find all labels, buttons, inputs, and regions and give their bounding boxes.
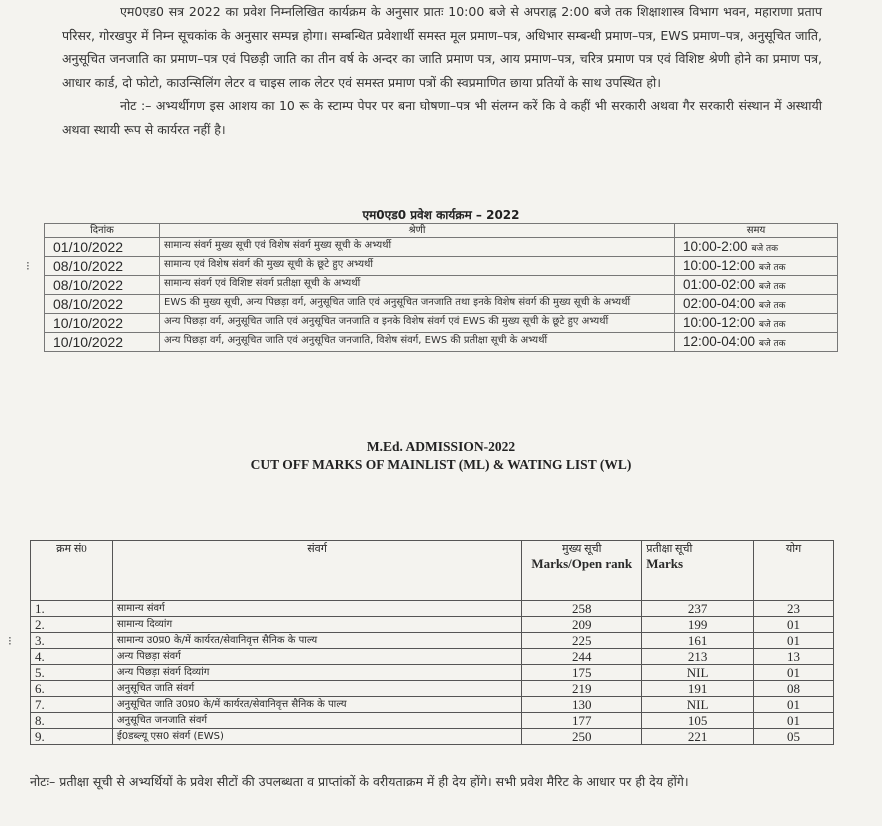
header-total-label: योग [785,543,802,555]
schedule-header-time: समय [675,224,838,238]
schedule-date: 01/10/2022 [45,238,160,257]
cutoff-waitlist: NIL [642,665,754,681]
cutoff-row [31,601,834,617]
cutoff-waitlist: NIL [642,697,754,713]
header-sno-label: क्रम सं0 [56,543,87,555]
cutoff-waitlist: 199 [642,617,754,633]
cutoff-waitlist: 161 [642,633,754,649]
cutoff-category: अन्य पिछड़ा संवर्ग [112,649,521,665]
cutoff-total: 01 [754,617,834,633]
schedule-date: 10/10/2022 [45,314,160,333]
schedule-row [45,295,838,314]
cutoff-row [31,649,834,665]
time-suffix: बजे तक [758,263,786,273]
schedule-time [675,314,838,333]
cutoff-mainlist: 250 [522,729,642,745]
header-mainlist-en: Marks/Open rank [531,556,633,571]
cutoff-subtitle: CUT OFF MARKS OF MAINLIST (ML) & WATING LIST (WL) [250,457,632,472]
schedule-time [675,257,838,276]
footer-note: नोटः– प्रतीक्षा सूची से अभ्यर्थियों के प्रवेश सीटों की उपलब्धता व प्राप्तांकों के वरीयताक्रम में ही देय होंगे। सभी प्रवेश मैरिट के आधार पर ही देय होंगे। [30,774,689,789]
cutoff-sno: 5. [31,665,113,681]
time-range: 10:00-2:00 [683,239,748,254]
cutoff-sno: 8. [31,713,113,729]
time-suffix: बजे तक [758,320,786,330]
time-range: 01:00-02:00 [683,277,756,292]
schedule-category: सामान्य संवर्ग मुख्य सूची एवं विशेष संवर्ग मुख्य सूची के अभ्यर्थी [160,238,675,257]
schedule-date: 10/10/2022 [45,333,160,352]
cutoff-sno: 3. [31,633,113,649]
header-waitlist-hi: प्रतीक्षा सूची [646,543,693,555]
cutoff-sno: 1. [31,601,113,617]
cutoff-row [31,633,834,649]
cutoff-title-block [0,438,882,474]
cutoff-total: 08 [754,681,834,697]
cutoff-category: अनुसूचित जनजाति संवर्ग [112,713,521,729]
cutoff-mainlist: 209 [522,617,642,633]
cutoff-total: 13 [754,649,834,665]
cutoff-title: M.Ed. ADMISSION-2022 [366,439,516,454]
cutoff-header-mainlist [522,541,642,601]
schedule-time [675,276,838,295]
cutoff-total: 01 [754,633,834,649]
schedule-table [44,223,838,352]
schedule-date: 08/10/2022 [45,276,160,295]
schedule-time [675,333,838,352]
schedule-time [675,295,838,314]
cutoff-row [31,729,834,745]
schedule-time [675,238,838,257]
footer-note-block [30,770,810,793]
header-mainlist-hi: मुख्य सूची [562,543,602,555]
cutoff-sno: 9. [31,729,113,745]
cutoff-header-total [754,541,834,601]
cutoff-category: सामान्य दिव्यांग [112,617,521,633]
schedule-row [45,276,838,295]
schedule-category: सामान्य एवं विशेष संवर्ग की मुख्य सूची के छूटे हुए अभ्यर्थी [160,257,675,276]
cutoff-total: 01 [754,713,834,729]
cutoff-waitlist: 237 [642,601,754,617]
cutoff-mainlist: 219 [522,681,642,697]
cutoff-sno: 7. [31,697,113,713]
margin-mark: ⁝ [26,259,30,273]
cutoff-category: सामान्य उ0प्र0 के/में कार्यरत/सेवानिवृत्त सैनिक के पाल्य [112,633,521,649]
schedule-category: सामान्य संवर्ग एवं विशिष्ट संवर्ग प्रतीक्षा सूची के अभ्यर्थी [160,276,675,295]
cutoff-row [31,713,834,729]
intro-paragraph: एम0एड0 सत्र 2022 का प्रवेश निम्नलिखित कार्यक्रम के अनुसार प्रातः 10:00 बजे से अपराह्न 2:00 बजे तक शिक्षाशास्त्र विभाग भवन, महाराणा प्रताप परिसर, गोरखपुर में निम्न सूचकांक के अनुसार सम्पन्न होगा। सम्बन्धित प्रवेशार्थी समस्त मूल प्रमाण–पत्र, अधिभार सम्बन्धी प्रमाण–पत्र, EWS प्रमाण–पत्र, अनुसूचित जाति, अनुसूचित जनजाति का प्रमाण–पत्र एवं पिछड़ी जाति का तीन वर्ष के अन्दर का जाति प्रमाण पत्र, आय प्रमाण–पत्र, चरित्र प्रमाण पत्र एवं विशिष्ट श्रेणी होने का प्रमाण पत्र, आधार कार्ड, दो फोटो, काउन्सिलिंग लेटर व चाइस लाक लेटर एवं समस्त प्रमाण पत्रों की स्वप्रमाणित छाया प्रतियों के साथ उपस्थित हो। [62,4,822,90]
header-category-label: संवर्ग [307,543,327,555]
intro-section [62,0,822,141]
cutoff-row [31,617,834,633]
schedule-header-date: दिनांक [45,224,160,238]
time-suffix: बजे तक [758,301,786,311]
cutoff-waitlist: 221 [642,729,754,745]
cutoff-sno: 6. [31,681,113,697]
cutoff-total: 01 [754,697,834,713]
cutoff-category: अनुसूचित जाति उ0प्र0 के/में कार्यरत/सेवानिवृत्त सैनिक के पाल्य [112,697,521,713]
cutoff-header-waitlist [642,541,754,601]
cutoff-row [31,665,834,681]
cutoff-total: 05 [754,729,834,745]
intro-note: नोट :– अभ्यर्थीगण इस आशय का 10 रू के स्टाम्प पेपर पर बना घोषणा–पत्र भी संलग्न करें कि वे कहीं भी सरकारी अथवा गैर सरकारी संस्थान में अस्थायी अथवा स्थायी रूप से कार्यरत नहीं है। [62,98,822,137]
schedule-category: अन्य पिछड़ा वर्ग, अनुसूचित जाति एवं अनुसूचित जनजाति, विशेष संवर्ग, EWS की प्रतीक्षा सूची के अभ्यर्थी [160,333,675,352]
schedule-header-row [45,224,838,238]
cutoff-mainlist: 130 [522,697,642,713]
time-suffix: बजे तक [751,244,779,254]
cutoff-mainlist: 225 [522,633,642,649]
cutoff-waitlist: 191 [642,681,754,697]
cutoff-category: सामान्य संवर्ग [112,601,521,617]
cutoff-header-row [31,541,834,601]
schedule-row [45,333,838,352]
time-range: 12:00-04:00 [683,334,756,349]
schedule-row [45,314,838,333]
schedule-row [45,238,838,257]
cutoff-header-sno [31,541,113,601]
schedule-date: 08/10/2022 [45,257,160,276]
cutoff-category: अनुसूचित जाति संवर्ग [112,681,521,697]
cutoff-sno: 4. [31,649,113,665]
cutoff-waitlist: 213 [642,649,754,665]
schedule-date: 08/10/2022 [45,295,160,314]
time-suffix: बजे तक [758,282,786,292]
schedule-category: EWS की मुख्य सूची, अन्य पिछड़ा वर्ग, अनुसूचित जाति एवं अनुसूचित जनजाति तथा इनके विशेष संवर्ग की मुख्य सूची के अभ्यर्थी [160,295,675,314]
cutoff-category: अन्य पिछड़ा संवर्ग दिव्यांग [112,665,521,681]
schedule-header-category: श्रेणी [160,224,675,238]
time-range: 02:00-04:00 [683,296,756,311]
cutoff-sno: 2. [31,617,113,633]
schedule-category: अन्य पिछड़ा वर्ग, अनुसूचित जाति एवं अनुसूचित जनजाति व इनके विशेष संवर्ग एवं EWS की मुख्य सूची के छूटे हुए अभ्यर्थी [160,314,675,333]
cutoff-total: 01 [754,665,834,681]
cutoff-mainlist: 258 [522,601,642,617]
header-waitlist-en: Marks [646,556,684,571]
time-suffix: बजे तक [758,339,786,349]
cutoff-header-category [112,541,521,601]
margin-mark: ⁝ [8,634,12,648]
cutoff-total: 23 [754,601,834,617]
cutoff-table [30,540,834,745]
cutoff-mainlist: 177 [522,713,642,729]
time-range: 10:00-12:00 [683,315,756,330]
cutoff-mainlist: 244 [522,649,642,665]
cutoff-row [31,681,834,697]
cutoff-waitlist: 105 [642,713,754,729]
time-range: 10:00-12:00 [683,258,756,273]
schedule-row [45,257,838,276]
cutoff-row [31,697,834,713]
cutoff-mainlist: 175 [522,665,642,681]
cutoff-category: ई0डब्ल्यू एस0 संवर्ग (EWS) [112,729,521,745]
schedule-title: एम0एड0 प्रवेश कार्यक्रम – 2022 [362,208,520,222]
